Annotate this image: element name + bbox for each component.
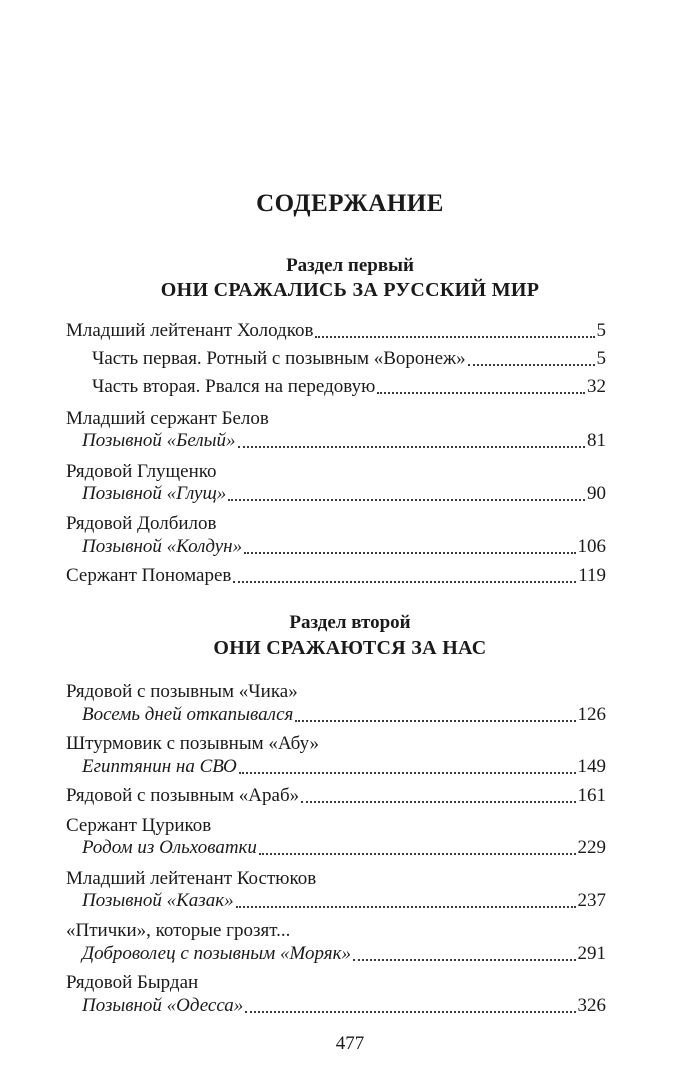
toc-entry[interactable]: [82, 993, 606, 1019]
toc-entry-text: Позывной «Одесса»: [82, 995, 244, 1016]
page-number: 477: [335, 1033, 365, 1054]
dot-leader: [238, 446, 586, 448]
dot-leader: [468, 364, 595, 366]
toc-entry-page: 326: [577, 995, 606, 1016]
toc-entry-page: 291: [577, 943, 606, 964]
toc-entry-page: 119: [578, 565, 606, 586]
dot-leader: [377, 392, 585, 394]
toc-entry[interactable]: [82, 534, 606, 560]
dot-leader: [244, 552, 575, 554]
toc-entry-text: Младший сержант Белов: [66, 408, 269, 429]
toc-entry[interactable]: [92, 346, 606, 372]
toc-entry[interactable]: [82, 835, 606, 861]
dot-leader: [295, 720, 575, 722]
toc-entry-text: Младший лейтенант Костюков: [66, 868, 317, 889]
toc-entry[interactable]: [82, 888, 606, 914]
toc-entry-text: Рядовой Долбилов: [66, 513, 217, 534]
toc-entry-page: 32: [587, 376, 606, 397]
toc-entry[interactable]: [82, 941, 606, 967]
toc-entry[interactable]: [82, 754, 606, 780]
toc-entry-text: Рядовой с позывным «Чика»: [66, 681, 298, 702]
toc-entry-text: Восемь дней откапывался: [82, 704, 294, 725]
toc-entry[interactable]: [66, 318, 606, 344]
toc-entry-text: Сержант Пономарев: [66, 565, 232, 586]
dot-leader: [259, 853, 576, 855]
toc-entry-text: Позывной «Глущ»: [82, 483, 227, 504]
section-1-label: Раздел первый: [286, 255, 414, 276]
toc-entry-text: Часть первая. Ротный с позывным «Воронеж»: [92, 348, 466, 369]
dot-leader: [228, 499, 585, 501]
toc-entry-text: Штурмовик с позывным «Абу»: [66, 733, 320, 754]
toc-entry-page: 126: [577, 704, 606, 725]
toc-entry-page: 161: [577, 785, 606, 806]
toc-entry-page: 5: [596, 348, 606, 369]
toc-entry-page: 229: [577, 837, 606, 858]
toc-entry-page: 106: [577, 536, 606, 557]
dot-leader: [315, 336, 594, 338]
section-2-label: Раздел второй: [289, 612, 411, 633]
dot-leader: [236, 906, 576, 908]
toc-entry-text: Позывной «Колдун»: [82, 536, 243, 557]
toc-entry-text: Часть вторая. Рвался на передовую: [92, 376, 376, 397]
toc-entry-page: 90: [587, 483, 606, 504]
toc-entry[interactable]: [92, 374, 606, 400]
toc-entry[interactable]: [66, 783, 606, 809]
toc-entry-text: Рядовой Бырдан: [66, 972, 199, 993]
toc-entry-text: «Птички», которые грозят...: [66, 920, 291, 941]
toc-entry-text: Сержант Цуриков: [66, 815, 212, 836]
toc-entry[interactable]: [66, 563, 606, 589]
toc-entry-text: Египтянин на СВО: [82, 756, 237, 777]
toc-entry-page: 81: [587, 430, 606, 451]
toc-entry-page: 5: [596, 320, 606, 341]
toc-entry[interactable]: [82, 428, 606, 454]
toc-entry-text: Младший лейтенант Холодков: [66, 320, 314, 341]
page-title: СОДЕРЖАНИЕ: [256, 190, 444, 217]
dot-leader: [301, 801, 575, 803]
toc-entry-text: Родом из Ольховатки: [82, 837, 257, 858]
section-2-title: ОНИ СРАЖАЮТСЯ ЗА НАС: [213, 637, 487, 659]
toc-entry-text: Позывной «Казак»: [82, 890, 234, 911]
dot-leader: [245, 1011, 575, 1013]
toc-entry[interactable]: [82, 481, 606, 507]
toc-entry-page: 237: [577, 890, 606, 911]
toc-entry-text: Позывной «Белый»: [82, 430, 236, 451]
toc-entry[interactable]: [82, 702, 606, 728]
toc-entry-page: 149: [577, 756, 606, 777]
dot-leader: [353, 959, 575, 961]
toc-entry-text: Рядовой с позывным «Араб»: [66, 785, 300, 806]
section-1-title: ОНИ СРАЖАЛИСЬ ЗА РУССКИЙ МИР: [160, 279, 540, 301]
dot-leader: [233, 581, 576, 583]
dot-leader: [239, 772, 576, 774]
toc-entry-text: Доброволец с позывным «Моряк»: [82, 943, 352, 964]
toc-entry-text: Рядовой Глущенко: [66, 461, 217, 482]
